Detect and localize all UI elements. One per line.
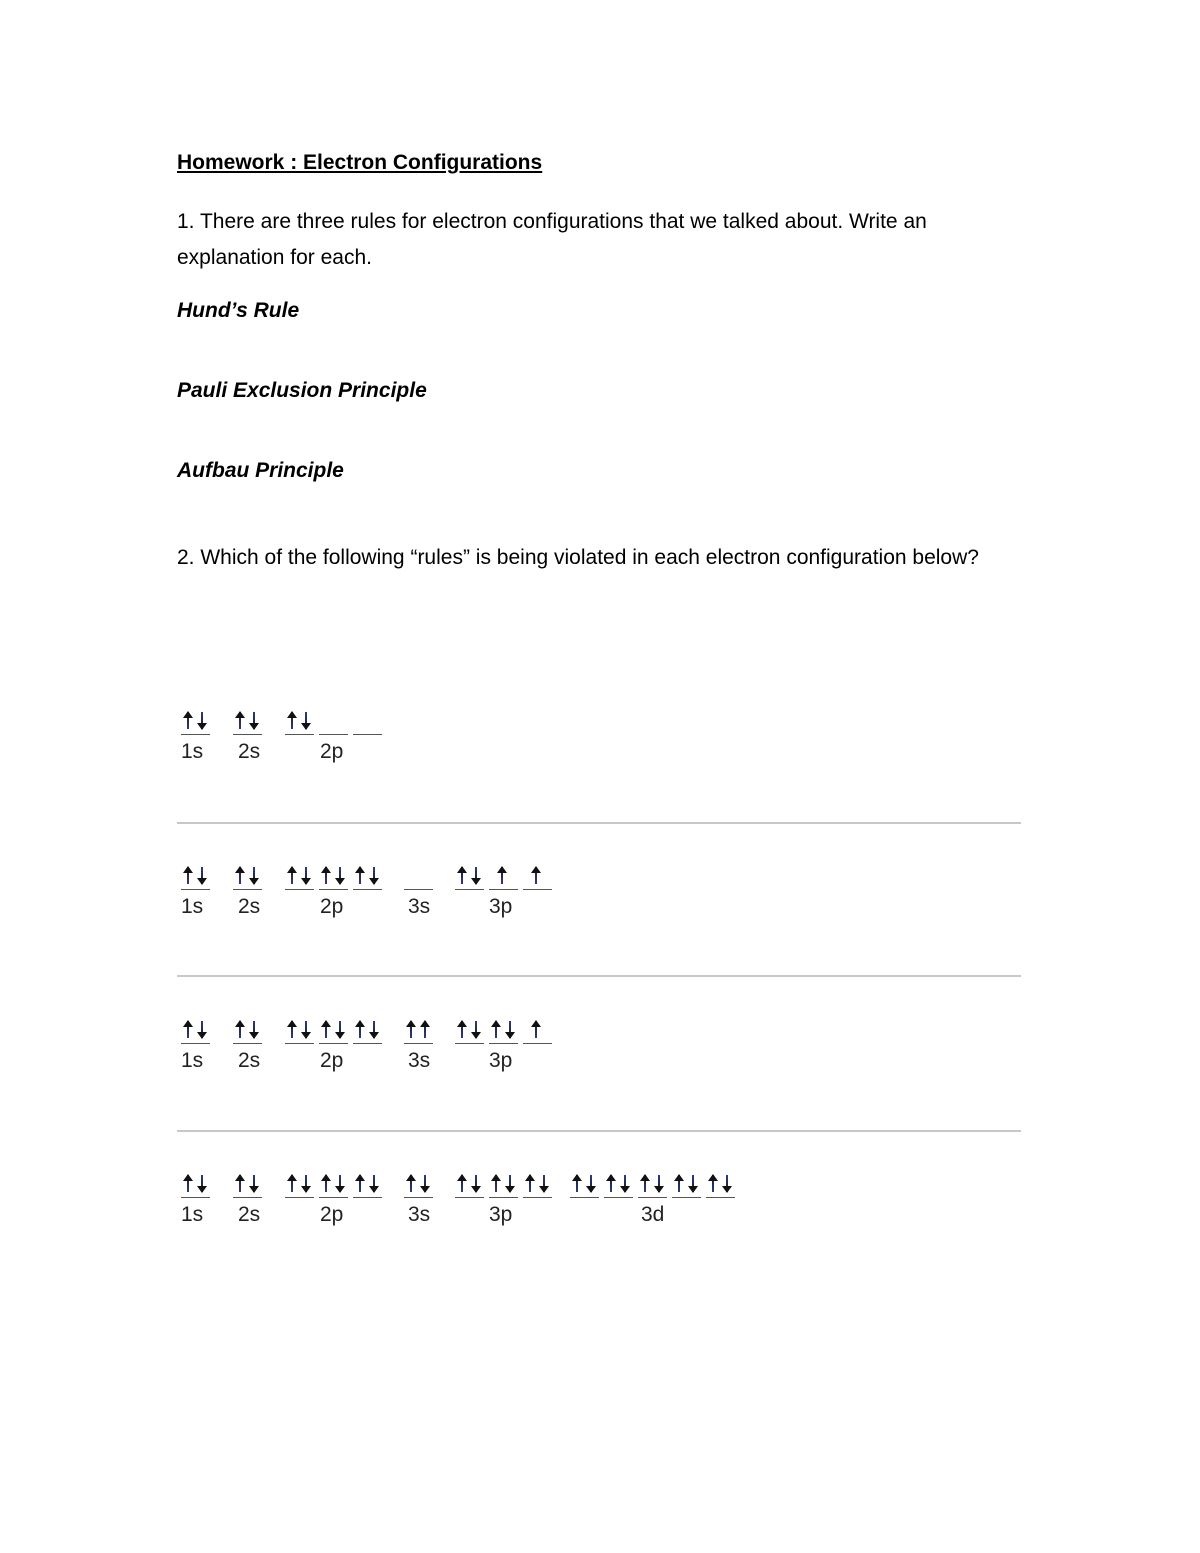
orbital-box-2p-2 [319, 1019, 348, 1044]
spin-up-arrow-icon [325, 867, 327, 884]
orbital-box-2s-1 [233, 865, 262, 890]
orbital-diagram-2 [0, 865, 1200, 925]
orbital-box-3p-2 [489, 1019, 518, 1044]
spin-up-arrow-icon [461, 867, 463, 884]
spin-up-arrow-icon [187, 1175, 189, 1192]
rule-aufbau: Aufbau Principle [177, 459, 344, 482]
spin-down-arrow-icon [543, 1175, 545, 1192]
orbital-label-1s: 1s [181, 740, 204, 763]
orbital-box-3p-3 [523, 865, 552, 890]
spin-up-arrow-icon [461, 1175, 463, 1192]
spin-up-arrow-icon [239, 1175, 241, 1192]
spin-down-arrow-icon [339, 1175, 341, 1192]
orbital-box-3p-3 [523, 1019, 552, 1044]
orbital-box-2p-1 [285, 865, 314, 890]
question-2: 2. Which of the following “rules” is being violated in each electron configuration below? [177, 546, 979, 569]
spin-up-arrow-icon [359, 1175, 361, 1192]
orbital-box-1s-1 [181, 865, 210, 890]
orbital-box-2s-1 [233, 710, 262, 735]
spin-down-arrow-icon [305, 1021, 307, 1038]
orbital-label-2p: 2p [320, 1203, 344, 1226]
orbital-box-1s-1 [181, 1019, 210, 1044]
orbital-label-2p: 2p [320, 740, 344, 763]
spin-up-arrow-icon [644, 1175, 646, 1192]
spin-up-arrow-icon [187, 867, 189, 884]
spin-up-arrow-icon [461, 1021, 463, 1038]
spin-up-arrow-icon [239, 1021, 241, 1038]
spin-up-arrow-icon [291, 1021, 293, 1038]
orbital-box-3s-1 [404, 1019, 433, 1044]
spin-up-arrow-icon [576, 1175, 578, 1192]
orbital-box-2s-1 [233, 1173, 262, 1198]
orbital-box-2p-2 [319, 1173, 348, 1198]
orbital-label-3s: 3s [408, 1203, 431, 1226]
spin-down-arrow-icon [475, 1021, 477, 1038]
orbital-box-3d-2 [604, 1173, 633, 1198]
spin-up-arrow-icon [325, 1175, 327, 1192]
orbital-box-2p-2 [319, 865, 348, 890]
spin-up-arrow-icon [712, 1175, 714, 1192]
orbital-box-2p-3 [353, 1173, 382, 1198]
orbital-label-2s: 2s [238, 740, 261, 763]
spin-up-arrow-icon [529, 1175, 531, 1192]
spin-up-arrow-icon [359, 1021, 361, 1038]
spin-up-arrow-icon [424, 1021, 426, 1038]
orbital-box-2s-1 [233, 1019, 262, 1044]
spin-down-arrow-icon [373, 1021, 375, 1038]
orbital-box-3p-1 [455, 1019, 484, 1044]
orbital-box-2p-1 [285, 1173, 314, 1198]
orbital-box-3p-1 [455, 1173, 484, 1198]
orbital-label-3p: 3p [489, 1049, 513, 1072]
orbital-box-2p-3 [353, 865, 382, 890]
orbital-box-3p-3 [523, 1173, 552, 1198]
spin-down-arrow-icon [253, 867, 255, 884]
spin-down-arrow-icon [509, 1175, 511, 1192]
spin-down-arrow-icon [253, 712, 255, 729]
orbital-box-3d-5 [706, 1173, 735, 1198]
spin-down-arrow-icon [253, 1175, 255, 1192]
spin-up-arrow-icon [291, 1175, 293, 1192]
orbital-diagram-1 [0, 710, 1200, 770]
orbital-box-1s-1 [181, 710, 210, 735]
spin-down-arrow-icon [475, 1175, 477, 1192]
spin-down-arrow-icon [201, 1175, 203, 1192]
spin-down-arrow-icon [590, 1175, 592, 1192]
spin-down-arrow-icon [201, 712, 203, 729]
orbital-label-2p: 2p [320, 895, 344, 918]
spin-up-arrow-icon [187, 712, 189, 729]
spin-down-arrow-icon [305, 712, 307, 729]
spin-down-arrow-icon [201, 867, 203, 884]
orbital-box-1s-1 [181, 1173, 210, 1198]
divider [177, 1130, 1021, 1132]
orbital-box-2p-1 [285, 710, 314, 735]
spin-up-arrow-icon [325, 1021, 327, 1038]
spin-up-arrow-icon [495, 1021, 497, 1038]
spin-up-arrow-icon [410, 1021, 412, 1038]
spin-up-arrow-icon [501, 867, 503, 884]
orbital-box-3s-1 [404, 865, 433, 890]
orbital-label-3s: 3s [408, 895, 431, 918]
orbital-box-3s-1 [404, 1173, 433, 1198]
orbital-box-3p-2 [489, 1173, 518, 1198]
spin-down-arrow-icon [475, 867, 477, 884]
orbital-box-3d-3 [638, 1173, 667, 1198]
divider [177, 822, 1021, 824]
orbital-label-1s: 1s [181, 1049, 204, 1072]
orbital-label-3p: 3p [489, 1203, 513, 1226]
spin-up-arrow-icon [678, 1175, 680, 1192]
rule-hunds: Hund’s Rule [177, 299, 300, 322]
spin-up-arrow-icon [291, 867, 293, 884]
orbital-label-3s: 3s [408, 1049, 431, 1072]
spin-up-arrow-icon [535, 1021, 537, 1038]
orbital-box-3p-2 [489, 865, 518, 890]
orbital-box-3d-1 [570, 1173, 599, 1198]
orbital-label-2s: 2s [238, 895, 261, 918]
spin-down-arrow-icon [305, 867, 307, 884]
spin-down-arrow-icon [692, 1175, 694, 1192]
spin-down-arrow-icon [424, 1175, 426, 1192]
orbital-label-3d: 3d [641, 1203, 665, 1226]
spin-up-arrow-icon [291, 712, 293, 729]
spin-down-arrow-icon [373, 1175, 375, 1192]
orbital-box-2p-3 [353, 710, 382, 735]
spin-up-arrow-icon [535, 867, 537, 884]
orbital-label-3p: 3p [489, 895, 513, 918]
spin-up-arrow-icon [495, 1175, 497, 1192]
spin-down-arrow-icon [253, 1021, 255, 1038]
orbital-box-2p-2 [319, 710, 348, 735]
spin-down-arrow-icon [201, 1021, 203, 1038]
question-1-line-2: explanation for each. [177, 246, 372, 269]
orbital-box-2p-1 [285, 1019, 314, 1044]
spin-up-arrow-icon [410, 1175, 412, 1192]
orbital-diagram-3 [0, 1019, 1200, 1079]
spin-down-arrow-icon [624, 1175, 626, 1192]
spin-down-arrow-icon [373, 867, 375, 884]
orbital-label-1s: 1s [181, 895, 204, 918]
divider [177, 975, 1021, 977]
spin-down-arrow-icon [305, 1175, 307, 1192]
spin-down-arrow-icon [658, 1175, 660, 1192]
page-title: Homework : Electron Configurations [177, 151, 543, 174]
spin-down-arrow-icon [509, 1021, 511, 1038]
spin-up-arrow-icon [359, 867, 361, 884]
spin-up-arrow-icon [610, 1175, 612, 1192]
spin-up-arrow-icon [187, 1021, 189, 1038]
rule-pauli: Pauli Exclusion Principle [177, 379, 427, 402]
orbital-box-3d-4 [672, 1173, 701, 1198]
spin-down-arrow-icon [726, 1175, 728, 1192]
orbital-label-2s: 2s [238, 1203, 261, 1226]
orbital-label-2s: 2s [238, 1049, 261, 1072]
question-1-line-1: 1. There are three rules for electron configurations that we talked about. Write an [177, 210, 927, 233]
spin-up-arrow-icon [239, 712, 241, 729]
orbital-label-2p: 2p [320, 1049, 344, 1072]
orbital-label-1s: 1s [181, 1203, 204, 1226]
orbital-box-3p-1 [455, 865, 484, 890]
orbital-diagram-4 [0, 1173, 1200, 1233]
spin-down-arrow-icon [339, 867, 341, 884]
orbital-box-2p-3 [353, 1019, 382, 1044]
spin-down-arrow-icon [339, 1021, 341, 1038]
spin-up-arrow-icon [239, 867, 241, 884]
